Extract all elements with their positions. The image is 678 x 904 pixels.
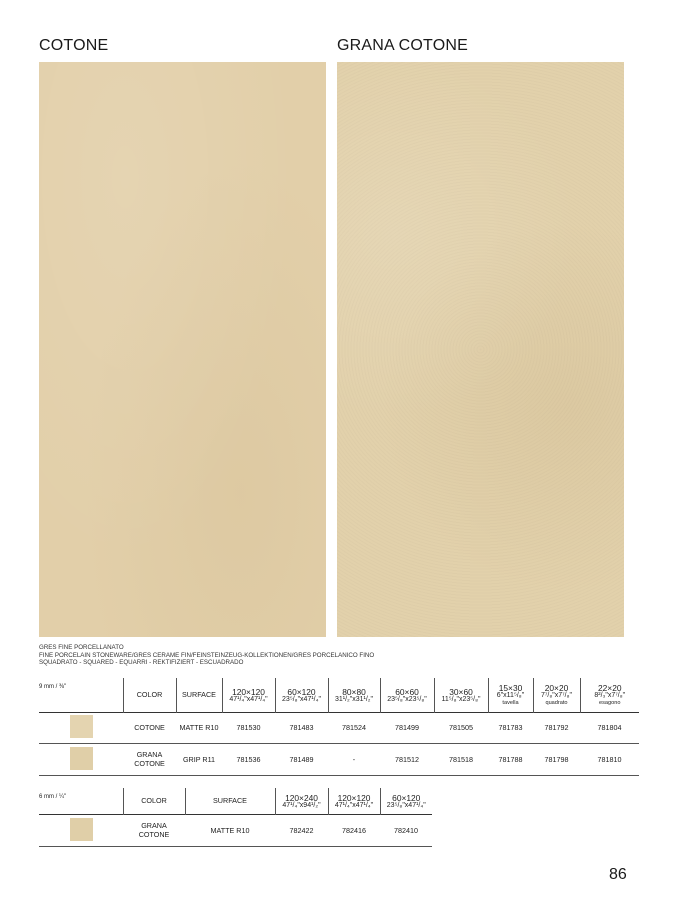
product-code: - bbox=[328, 743, 380, 775]
product-code: 781804 bbox=[580, 712, 639, 743]
color-chip bbox=[39, 712, 123, 743]
size-header: 60×120 23⁵/₈"x47¹/₄" bbox=[275, 678, 328, 712]
product-code: 781798 bbox=[533, 743, 580, 775]
color-name: GRANA COTONE bbox=[123, 743, 176, 775]
table-6mm bbox=[39, 788, 432, 847]
product-code: 781524 bbox=[328, 712, 380, 743]
size-header: 120×120 47¹/₄"x47¹/₄" bbox=[328, 788, 380, 814]
size-header: 120×240 47¹/₄"x94¹/₂" bbox=[275, 788, 328, 814]
table-header bbox=[39, 788, 432, 814]
size-header: 30×60 11⁵/₈"x23⁵/₈" bbox=[434, 678, 488, 712]
table-row bbox=[39, 743, 639, 775]
description-line: SQUADRATO - SQUARED - EQUARRI - REKTIFIZIERT - ESCUADRADO bbox=[39, 659, 244, 667]
product-code: 781512 bbox=[380, 743, 434, 775]
product-code: 781518 bbox=[434, 743, 488, 775]
table-row bbox=[39, 814, 432, 846]
product-code: 781788 bbox=[488, 743, 533, 775]
title-cotone: COTONE bbox=[39, 37, 109, 54]
size-header: 60×120 23⁵/₈"x47¹/₄" bbox=[380, 788, 432, 814]
product-code: 781489 bbox=[275, 743, 328, 775]
surface-header: SURFACE bbox=[185, 788, 275, 814]
color-name: COTONE bbox=[123, 712, 176, 743]
surface-value: MATTE R10 bbox=[176, 712, 222, 743]
size-header: 20×20 7⁷/₈"x7⁷/₈" quadrato bbox=[533, 678, 580, 712]
page-number: 86 bbox=[609, 866, 627, 883]
thickness-label: 9 mm / ⅜" bbox=[39, 684, 67, 690]
color-header: COLOR bbox=[123, 788, 185, 814]
product-code: 781792 bbox=[533, 712, 580, 743]
size-header: 80×80 31¹/₂"x31¹/₂" bbox=[328, 678, 380, 712]
cotone-tile-image bbox=[39, 62, 326, 637]
grana-cotone-tile-image bbox=[337, 62, 624, 637]
product-description bbox=[39, 644, 374, 667]
product-code: 781783 bbox=[488, 712, 533, 743]
table-header bbox=[39, 678, 639, 712]
surface-value: GRIP R11 bbox=[176, 743, 222, 775]
size-header: 15×30 6"x11⁵/₈" tavella bbox=[488, 678, 533, 712]
product-code: 781810 bbox=[580, 743, 639, 775]
product-code: 781499 bbox=[380, 712, 434, 743]
size-header: 22×20 8²/₃"x7⁷/₈" esagono bbox=[580, 678, 639, 712]
product-code: 781483 bbox=[275, 712, 328, 743]
product-code: 781530 bbox=[222, 712, 275, 743]
color-chip bbox=[39, 743, 123, 775]
size-header: 120×120 47¹/₄"x47¹/₄" bbox=[222, 678, 275, 712]
size-header: 60×60 23⁵/₈"x23⁵/₈" bbox=[380, 678, 434, 712]
table-9mm bbox=[39, 678, 639, 776]
product-code: 782410 bbox=[380, 814, 432, 846]
product-code: 782416 bbox=[328, 814, 380, 846]
product-code: 782422 bbox=[275, 814, 328, 846]
thickness-label: 6 mm / ¼" bbox=[39, 794, 67, 800]
table-row bbox=[39, 712, 639, 743]
color-name: GRANA COTONE bbox=[123, 814, 185, 846]
color-header: COLOR bbox=[123, 678, 176, 712]
description-line: FINE PORCELAIN STONEWARE/GRES CERAME FIN/FEINSTEINZEUG-KOLLEKTIONEN/GRES PORCELANICO FINO bbox=[39, 651, 375, 659]
product-code: 781536 bbox=[222, 743, 275, 775]
title-grana-cotone: GRANA COTONE bbox=[337, 37, 469, 54]
color-chip bbox=[39, 814, 123, 846]
surface-header: SURFACE bbox=[176, 678, 222, 712]
product-code: 781505 bbox=[434, 712, 488, 743]
surface-value: MATTE R10 bbox=[185, 814, 275, 846]
description-line: GRES FINE PORCELLANATO bbox=[39, 644, 124, 651]
